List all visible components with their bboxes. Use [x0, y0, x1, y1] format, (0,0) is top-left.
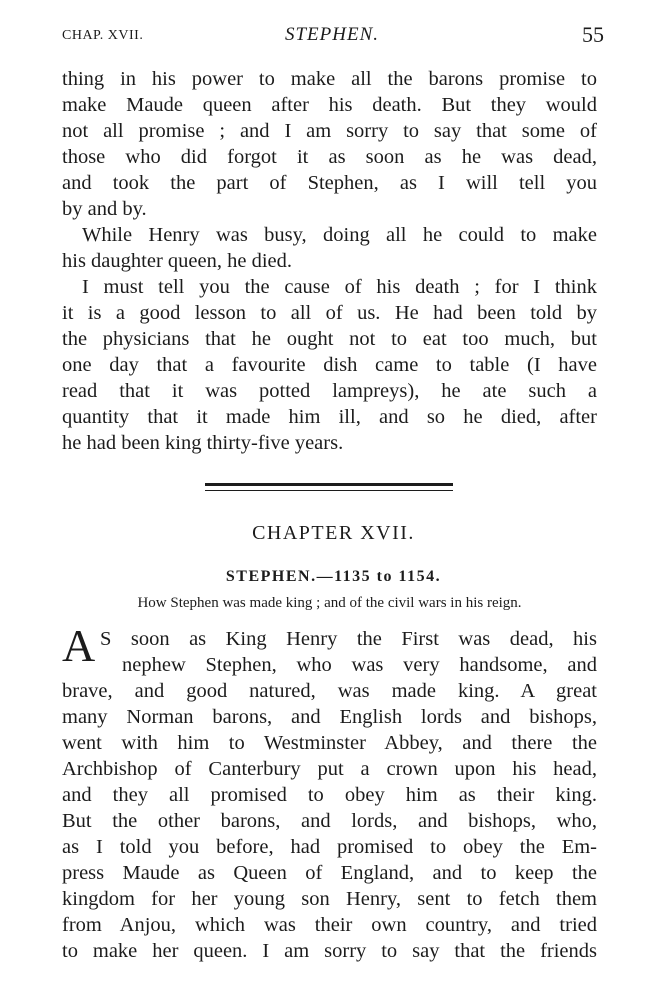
chapter-summary: How Stephen was made king ; and of the civil wars in his reign. — [137, 595, 522, 611]
page-number: 55 — [582, 22, 604, 47]
text-line: While Henry was busy, doing all he could to make — [82, 224, 597, 246]
text-line: kingdom for her young son Henry, sent to fetch them — [62, 888, 597, 910]
text-line: read that it was potted lampreys), he ate such a — [62, 380, 597, 402]
text-line: by and by. — [62, 198, 147, 220]
text-line: Archbishop of Canterbury put a crown upon his head, — [62, 758, 597, 780]
text-line: S soon as King Henry the First was dead, his — [100, 628, 597, 650]
drop-cap: A — [62, 620, 96, 671]
section-divider-thin — [205, 490, 453, 491]
text-line: many Norman barons, and English lords and bishops, — [62, 706, 597, 728]
text-line: make Maude queen after his death. But they would — [62, 94, 597, 116]
paragraph-1 — [62, 66, 597, 222]
text-line: from Anjou, which was their own country, and tried — [62, 914, 597, 936]
text-line: brave, and good natured, was made king. A great — [62, 680, 597, 702]
paragraph-2 — [62, 222, 597, 274]
text-line: as I told you before, had promised to obey the Em- — [62, 836, 597, 858]
chapter-body — [62, 678, 597, 964]
text-line: it is a good lesson to all of us. He had been told by — [62, 302, 597, 324]
text-line: But the other barons, and lords, and bishops, who, — [62, 810, 597, 832]
paragraph-3 — [62, 274, 597, 456]
text-line: went with him to Westminster Abbey, and there the — [62, 732, 597, 754]
text-line: press Maude as Queen of England, and to keep the — [62, 862, 597, 884]
text-line: those who did forgot it as soon as he was dead, — [62, 146, 597, 168]
chapter-title: STEPHEN.—1135 to 1154. — [225, 568, 442, 585]
text-line: and took the part of Stephen, as I will tell you — [62, 172, 597, 194]
chapter-heading: CHAPTER XVII. — [252, 522, 415, 544]
text-line: one day that a favourite dish came to table (I have — [62, 354, 597, 376]
chapter-reference: CHAP. XVII. — [62, 28, 144, 43]
text-line: nephew Stephen, who was very handsome, and — [122, 654, 597, 676]
text-line: his daughter queen, he died. — [62, 250, 292, 272]
text-line: thing in his power to make all the barons promise to — [62, 68, 597, 90]
text-line: I must tell you the cause of his death ; for I think — [82, 276, 597, 298]
text-line: to make her queen. I am sorry to say that the friends — [62, 940, 597, 962]
text-line: he had been king thirty-five years. — [62, 432, 344, 454]
text-line: and they all promised to obey him as their king. — [62, 784, 597, 806]
running-head — [62, 22, 602, 52]
section-divider-thick — [205, 483, 453, 486]
text-line: quantity that it made him ill, and so he died, after — [62, 406, 597, 428]
running-title: STEPHEN. — [284, 24, 380, 45]
chapter-opening-lines — [100, 626, 597, 678]
text-line: the physicians that he ought not to eat too much, but — [62, 328, 597, 350]
text-line: not all promise ; and I am sorry to say that some of — [62, 120, 597, 142]
